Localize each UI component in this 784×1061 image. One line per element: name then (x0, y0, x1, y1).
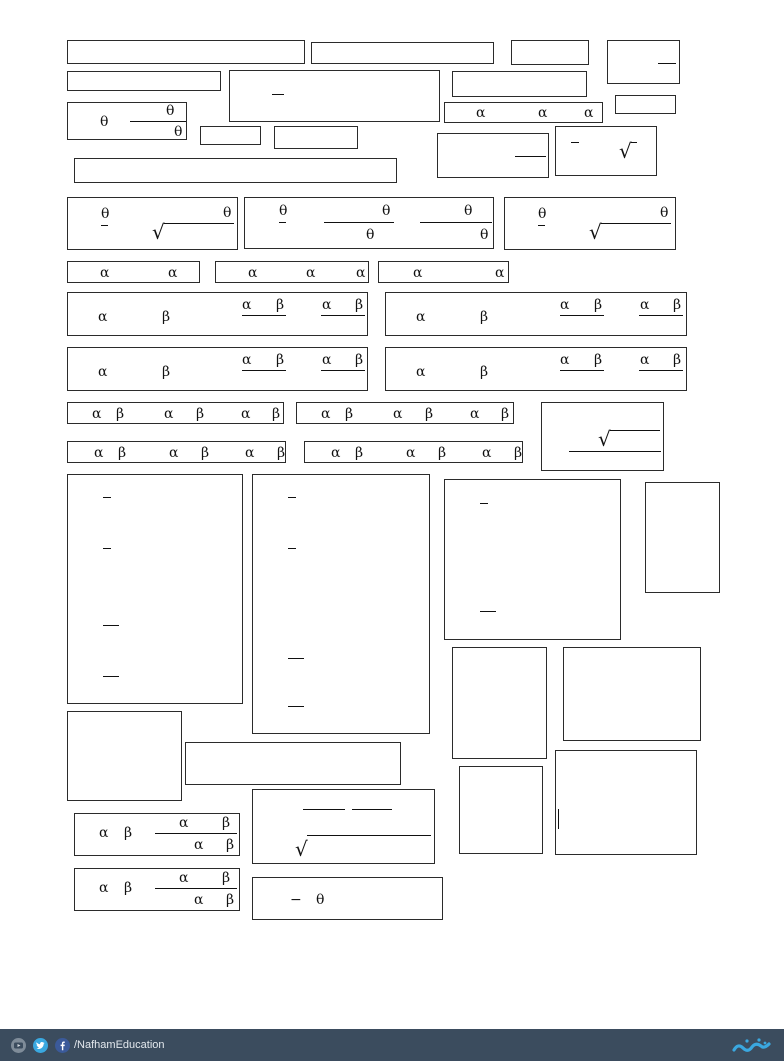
fraction-bar (288, 658, 304, 659)
fraction-bar (352, 809, 392, 810)
alpha-beta-formula-box-1 (67, 292, 368, 336)
fraction-bar (321, 315, 365, 316)
sqrt-symbol: √ (589, 220, 602, 244)
alpha-symbol: α (495, 265, 505, 281)
alpha-symbol: α (356, 265, 366, 281)
alpha-symbol: α (242, 297, 252, 313)
alpha-symbol: α (476, 105, 486, 121)
beta-symbol: β (222, 870, 231, 886)
alpha-row-box (444, 102, 603, 123)
blank-wide-box (74, 158, 397, 183)
alpha-symbol: α (99, 825, 109, 841)
text-cursor (558, 809, 559, 829)
sqrt-overbar (631, 142, 637, 143)
alpha-symbol: α (100, 265, 110, 281)
beta-symbol: β (480, 309, 489, 325)
alpha-symbol: α (241, 406, 251, 422)
alpha-symbol: α (406, 445, 416, 461)
sqrt-box-small (555, 126, 657, 176)
beta-symbol: β (345, 406, 354, 422)
alpha-symbol: α (416, 309, 426, 325)
fraction-bar (272, 94, 284, 95)
tall-box-center (252, 474, 430, 734)
beta-symbol: β (277, 445, 286, 461)
cursor-box (555, 750, 697, 855)
beta-symbol: β (673, 352, 682, 368)
beta-symbol: β (116, 406, 125, 422)
alpha-symbol: α (413, 265, 423, 281)
theta-symbol: θ (464, 203, 473, 219)
theta-symbol: θ (101, 206, 110, 222)
sqrt-symbol: √ (598, 427, 611, 451)
alpha-symbol: α (248, 265, 258, 281)
beta-symbol: β (355, 297, 364, 313)
alpha-beta-chain-box-4 (304, 441, 523, 463)
fraction-bar (420, 222, 492, 223)
beta-symbol: β (673, 297, 682, 313)
theta-symbol: θ (538, 206, 547, 222)
alpha-symbol: α (169, 445, 179, 461)
theta-symbol: θ (166, 103, 175, 119)
fraction-bar (515, 156, 546, 157)
theta-symbol: θ (366, 227, 375, 243)
fraction-bar (480, 611, 496, 612)
beta-symbol: β (594, 297, 603, 313)
alpha-box-1 (67, 261, 200, 283)
minus-sign (538, 225, 545, 226)
alpha-beta-chain-box-2 (296, 402, 514, 424)
alpha-symbol: α (584, 105, 594, 121)
beta-symbol: β (276, 297, 285, 313)
beta-symbol: β (355, 352, 364, 368)
theta-symbol: θ (316, 892, 325, 908)
fraction-bar (639, 370, 683, 371)
alpha-symbol: α (164, 406, 174, 422)
facebook-icon[interactable] (55, 1038, 70, 1053)
fraction-box-center (229, 70, 440, 122)
minus-sign (571, 142, 579, 143)
blank-box-6 (615, 95, 676, 114)
alpha-symbol: α (393, 406, 403, 422)
theta-sqrt-box-1 (67, 197, 238, 250)
sqrt-symbol: √ (619, 139, 632, 163)
alpha-symbol: α (482, 445, 492, 461)
fraction-bar (658, 63, 676, 64)
beta-symbol: β (124, 825, 133, 841)
blank-box-8 (274, 126, 358, 149)
alpha-beta-formula-box-2 (385, 292, 687, 336)
beta-symbol: β (355, 445, 364, 461)
alpha-symbol: α (99, 880, 109, 896)
beta-symbol: β (438, 445, 447, 461)
tall-box-left (67, 474, 243, 704)
blank-box-9 (452, 647, 547, 759)
nafham-logo (732, 1035, 772, 1057)
beta-symbol: β (162, 309, 171, 325)
blank-box-4 (67, 71, 221, 91)
beta-symbol: β (480, 364, 489, 380)
fraction-bar (480, 503, 488, 504)
fraction-bar (303, 809, 345, 810)
fraction-bar (103, 625, 119, 626)
alpha-symbol: α (331, 445, 341, 461)
alpha-symbol: α (168, 265, 178, 281)
alpha-beta-fraction-box-2 (74, 868, 240, 911)
blank-box-5 (452, 71, 587, 97)
footer-handle[interactable]: /NafhamEducation (74, 1039, 165, 1051)
fraction-bar (130, 121, 186, 122)
fraction-bar (155, 833, 237, 834)
alpha-beta-formula-box-3 (67, 347, 368, 391)
fraction-bar (560, 370, 604, 371)
beta-symbol: β (272, 406, 281, 422)
theta-symbol: θ (100, 114, 109, 130)
fraction-bar (324, 222, 394, 223)
fraction-bar (103, 497, 111, 498)
theta-symbol: θ (223, 205, 232, 221)
alpha-symbol: α (538, 105, 548, 121)
sqrt-overbar (307, 835, 431, 836)
tall-box-right (444, 479, 621, 640)
fraction-bar (103, 676, 119, 677)
blank-box-3 (511, 40, 589, 65)
fraction-box-right (437, 133, 549, 178)
alpha-symbol: α (98, 309, 108, 325)
alpha-symbol: α (322, 352, 332, 368)
alpha-symbol: α (179, 870, 189, 886)
theta-fraction-box (67, 102, 187, 140)
theta-fraction-box-2 (244, 197, 494, 249)
sqrt-fraction-box (541, 402, 664, 471)
beta-symbol: β (201, 445, 210, 461)
fraction-bar (288, 706, 304, 707)
blank-box-13 (459, 766, 543, 854)
theta-symbol: θ (382, 203, 391, 219)
beta-symbol: β (501, 406, 510, 422)
theta-sqrt-box-3 (504, 197, 676, 250)
beta-symbol: β (196, 406, 205, 422)
minus-theta-box (252, 877, 443, 920)
sqrt-overbar (610, 430, 660, 431)
alpha-symbol: α (94, 445, 104, 461)
beta-symbol: β (594, 352, 603, 368)
beta-symbol: β (276, 352, 285, 368)
fraction-bar (288, 497, 296, 498)
fraction-bar (242, 315, 286, 316)
sqrt-long-box (252, 789, 435, 864)
sqrt-overbar (164, 223, 234, 224)
minus-sign (279, 222, 286, 223)
beta-symbol: β (226, 837, 235, 853)
alpha-symbol: α (560, 297, 570, 313)
fraction-box-top-right (607, 40, 680, 84)
fraction-bar (242, 370, 286, 371)
narrow-box-edge (645, 482, 720, 593)
twitter-icon[interactable] (33, 1038, 48, 1053)
footer-bar (0, 1029, 784, 1061)
alpha-symbol: α (194, 837, 204, 853)
blank-box-10 (563, 647, 701, 741)
alpha-symbol: α (306, 265, 316, 281)
alpha-symbol: α (92, 406, 102, 422)
fraction-bar (321, 370, 365, 371)
youtube-icon[interactable] (11, 1038, 26, 1053)
sqrt-symbol: √ (152, 220, 165, 244)
alpha-symbol: α (242, 352, 252, 368)
fraction-bar (639, 315, 683, 316)
blank-box-11 (67, 711, 182, 801)
beta-symbol: β (226, 892, 235, 908)
sqrt-overbar (601, 223, 671, 224)
alpha-symbol: α (321, 406, 331, 422)
theta-symbol: θ (480, 227, 489, 243)
theta-symbol: θ (174, 124, 183, 140)
beta-symbol: β (222, 815, 231, 831)
alpha-symbol: α (194, 892, 204, 908)
fraction-bar (103, 548, 111, 549)
minus-sign: − (290, 892, 302, 908)
beta-symbol: β (124, 880, 133, 896)
alpha-symbol: α (245, 445, 255, 461)
fraction-bar (288, 548, 296, 549)
blank-box-7 (200, 126, 261, 145)
fraction-bar (569, 451, 661, 452)
beta-symbol: β (425, 406, 434, 422)
blank-box-12 (185, 742, 401, 785)
beta-symbol: β (162, 364, 171, 380)
sqrt-symbol: √ (295, 837, 308, 861)
alpha-symbol: α (98, 364, 108, 380)
theta-symbol: θ (279, 203, 288, 219)
alpha-symbol: α (470, 406, 480, 422)
alpha-symbol: α (179, 815, 189, 831)
beta-symbol: β (514, 445, 523, 461)
blank-box-1 (67, 40, 305, 64)
theta-symbol: θ (660, 205, 669, 221)
alpha-symbol: α (640, 352, 650, 368)
blank-box-2 (311, 42, 494, 64)
alpha-beta-chain-box-1 (67, 402, 284, 424)
alpha-symbol: α (560, 352, 570, 368)
alpha-box-3 (378, 261, 509, 283)
fraction-bar (560, 315, 604, 316)
beta-symbol: β (118, 445, 127, 461)
alpha-symbol: α (640, 297, 650, 313)
minus-sign (101, 225, 108, 226)
alpha-beta-formula-box-4 (385, 347, 687, 391)
alpha-symbol: α (322, 297, 332, 313)
alpha-box-2 (215, 261, 369, 283)
fraction-bar (155, 888, 237, 889)
alpha-beta-fraction-box-1 (74, 813, 240, 856)
alpha-beta-chain-box-3 (67, 441, 286, 463)
alpha-symbol: α (416, 364, 426, 380)
